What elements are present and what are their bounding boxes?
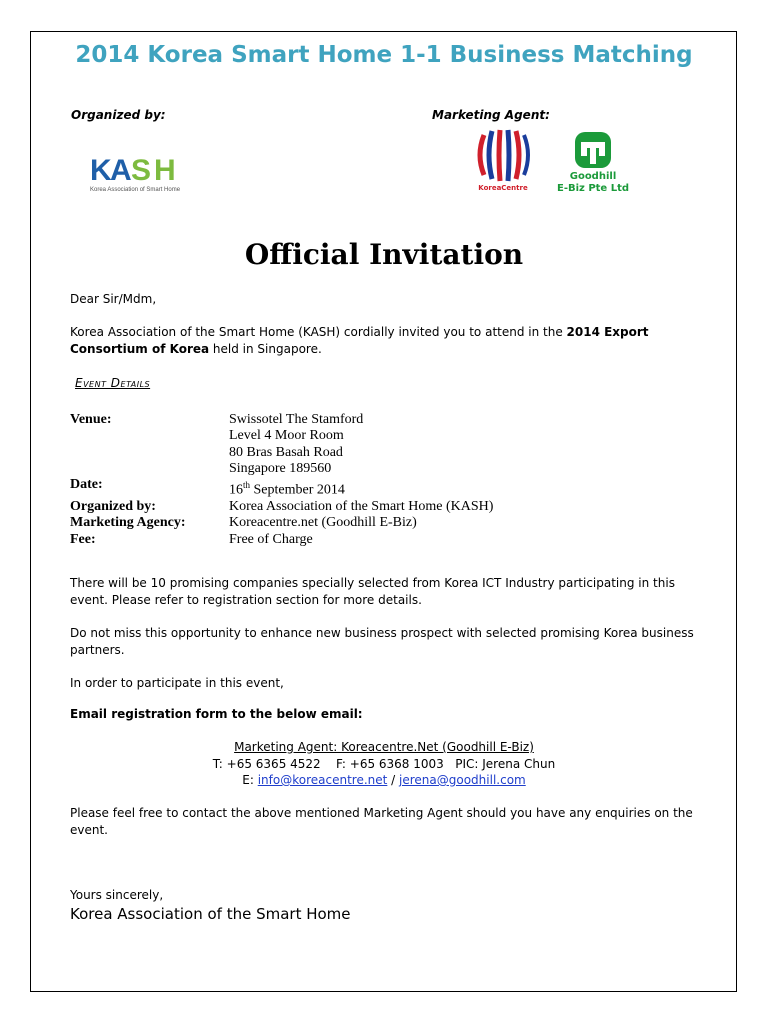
svg-text:S: S: [131, 154, 152, 187]
venue-value: [229, 412, 629, 477]
intro-prefix: Korea Association of the Smart Home (KASH) cordially invited you to attend in the: [70, 325, 567, 339]
venue-line: Singapore 189560: [229, 460, 332, 476]
paragraph-contact: Please feel free to contact the above mentioned Marketing Agent should you have any enquiries on the event.: [70, 806, 693, 837]
document-title: Official Invitation: [244, 238, 524, 271]
intro-bold: 2014 Export Consortium of Korea: [70, 325, 649, 356]
fee-value: Free of Charge: [229, 531, 313, 547]
venue-line: Level 4 Moor Room: [229, 428, 344, 444]
date-label: Date:: [70, 477, 103, 493]
date-rest: September 2014: [250, 482, 345, 498]
contact-email-line: [0, 772, 768, 789]
fee-label: Fee:: [70, 531, 96, 547]
organized-value: Korea Association of the Smart Home (KASH): [229, 499, 494, 515]
svg-text:H: H: [154, 154, 176, 187]
goodhill-subname: E-Biz Pte Ltd: [556, 183, 630, 194]
date-value: [229, 477, 629, 499]
date-day: 16: [229, 482, 243, 498]
svg-text:Korea Association of Smart Hom: Korea Association of Smart Home: [90, 187, 181, 193]
intro-paragraph: [70, 324, 710, 358]
venue-line: 80 Bras Basah Road: [229, 444, 343, 460]
email-separator: /: [387, 773, 400, 787]
goodhill-logo-text: [548, 171, 638, 195]
email-heading: Email registration form to the below email:: [70, 707, 363, 721]
email-link-info[interactable]: info@koreacentre.net: [257, 773, 388, 787]
koreacentre-logo-text: KoreaCentre: [478, 184, 528, 192]
organized-row: [70, 499, 629, 515]
date-row: [70, 477, 629, 499]
greeting: Dear Sir/Mdm,: [70, 292, 157, 306]
svg-text:A: A: [110, 154, 132, 187]
goodhill-name: Goodhill: [569, 171, 617, 182]
closing-sincerely: Yours sincerely,: [70, 888, 164, 902]
date-suffix: th: [243, 480, 251, 491]
intro-suffix: held in Singapore.: [209, 342, 322, 356]
organized-label: Organized by:: [70, 499, 156, 515]
contact-agent-text: Marketing Agent: Koreacentre.Net (Goodhill E-Biz): [234, 740, 534, 754]
organized-by-label: Organized by:: [71, 108, 166, 122]
page-heading: 2014 Korea Smart Home 1-1 Business Matching: [75, 42, 693, 68]
contact-phone-line: T: +65 6365 4522 F: +65 6368 1003 PIC: Jerena Chun: [212, 757, 556, 771]
paragraph-participate: In order to participate in this event,: [70, 676, 284, 690]
signature: Korea Association of the Smart Home: [70, 905, 351, 923]
paragraph-companies: There will be 10 promising companies specially selected from Korea ICT Industry participating in this event. Please refer to registration section for more details.: [70, 576, 675, 607]
contact-agent-line: [0, 739, 768, 756]
agency-row: [70, 515, 629, 531]
venue-line: Swissotel The Stamford: [229, 412, 364, 427]
kash-logo: [88, 150, 192, 196]
marketing-agent-label: Marketing Agent:: [432, 108, 550, 122]
fee-row: [70, 532, 629, 548]
svg-text:K: K: [90, 154, 110, 187]
email-prefix: E:: [242, 773, 258, 787]
venue-row: [70, 412, 629, 477]
event-details-heading: Event Details: [75, 376, 151, 390]
email-link-jerena[interactable]: jerena@goodhill.com: [399, 773, 526, 787]
agency-value: Koreacentre.net (Goodhill E-Biz): [229, 515, 417, 531]
paragraph-opportunity: Do not miss this opportunity to enhance new business prospect with selected promising Korea business partners.: [70, 626, 694, 657]
venue-label: Venue:: [70, 412, 112, 427]
agency-label: Marketing Agency:: [70, 515, 186, 531]
event-details-table: [70, 412, 629, 548]
